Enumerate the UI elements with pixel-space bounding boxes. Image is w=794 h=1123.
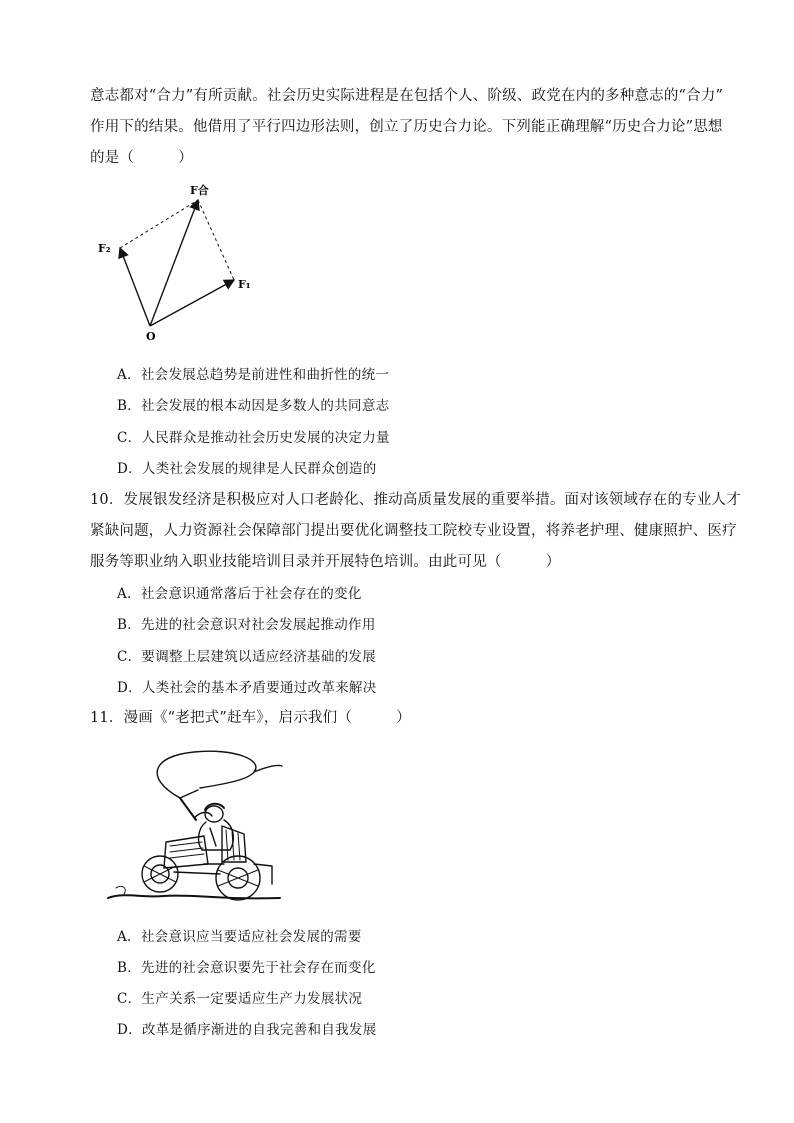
q11-stem-line-1: 11．漫画《“老把式”赶车》，启示我们（ ） <box>90 710 411 726</box>
q9-option-b[interactable]: B．社会发展的根本动因是多数人的共同意志 <box>117 398 390 414</box>
q10-option-a[interactable]: A．社会意识通常落后于社会存在的变化 <box>117 586 362 602</box>
label-f2: F₂ <box>98 242 111 255</box>
vector-f1 <box>150 280 234 326</box>
dashed-side-top-left <box>120 200 198 248</box>
q9-option-a[interactable]: A．社会发展总趋势是前进性和曲折性的统一 <box>117 367 390 383</box>
q10-option-c[interactable]: C．要调整上层建筑以适应经济基础的发展 <box>117 649 377 665</box>
vector-resultant <box>150 200 198 326</box>
q9-stem-line-1: 意志都对“合力”有所贡献。社会历史实际进程是在包括个人、阶级、政党在内的多种意志的“合力” <box>90 88 724 104</box>
q9-option-d[interactable]: D．人类社会发展的规律是人民群众创造的 <box>117 461 377 477</box>
q11-option-b[interactable]: B．先进的社会意识要先于社会存在而变化 <box>117 960 376 976</box>
q11-option-d[interactable]: D．改革是循序渐进的自我完善和自我发展 <box>117 1022 377 1038</box>
q9-option-c[interactable]: C．人民群众是推动社会历史发展的决定力量 <box>117 430 390 446</box>
tractor-whip-cartoon <box>104 738 284 910</box>
q10-option-b[interactable]: B．先进的社会意识对社会发展起推动作用 <box>117 617 376 633</box>
q10-option-d[interactable]: D．人类社会的基本矛盾要通过改革来解决 <box>117 680 377 696</box>
q9-stem-line-3: 的是（ ） <box>90 150 193 166</box>
force-parallelogram-diagram <box>92 178 272 346</box>
dashed-side-top-right <box>198 200 234 280</box>
label-resultant: F合 <box>190 184 209 197</box>
label-f1: F₁ <box>238 278 251 291</box>
q11-option-c[interactable]: C．生产关系一定要适应生产力发展状况 <box>117 991 363 1007</box>
q10-stem-line-1: 10．发展银发经济是积极应对人口老龄化、推动高质量发展的重要举措。面对该领域存在的专业人才 <box>90 492 741 508</box>
q11-option-a[interactable]: A．社会意识应当要适应社会发展的需要 <box>117 929 362 945</box>
label-origin: O <box>146 330 156 343</box>
q10-stem-line-2: 紧缺问题，人力资源社会保障部门提出要优化调整技工院校专业设置，将养老护理、健康照护、医疗 <box>90 523 737 539</box>
q9-stem-line-2: 作用下的结果。他借用了平行四边形法则，创立了历史合力论。下列能正确理解“历史合力论”思想 <box>90 119 723 135</box>
vector-f2 <box>120 248 150 326</box>
q10-stem-line-3: 服务等职业纳入职业技能培训目录并开展特色培训。由此可见（ ） <box>90 554 561 570</box>
